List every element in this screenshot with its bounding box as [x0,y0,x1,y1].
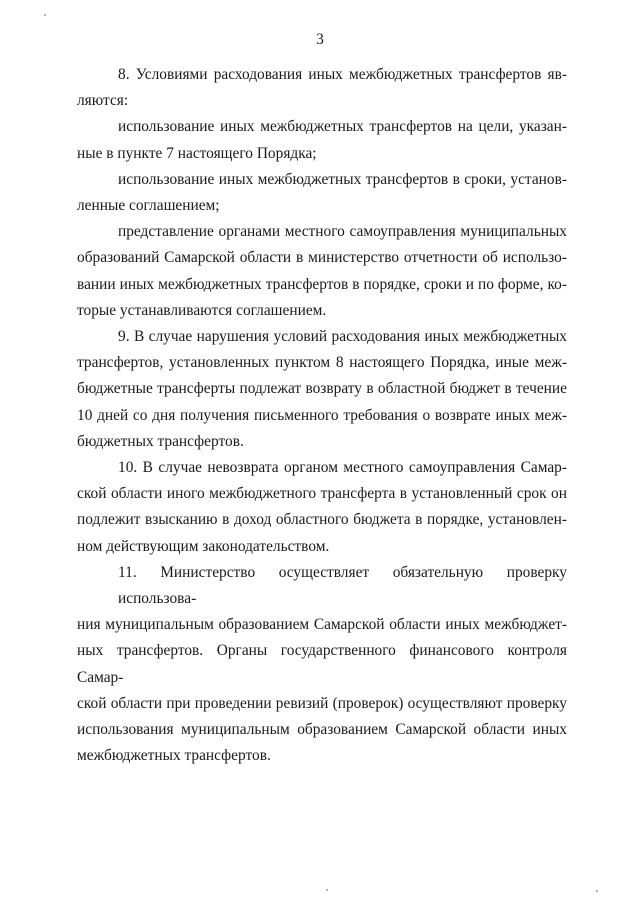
paragraph-8-item-2 [77,167,567,219]
text-line: бюджетных трансфертов. [77,432,244,450]
text-line: ном действующим законодательством. [77,537,330,555]
paragraph-8-item-3 [77,219,567,324]
text-line: образований Самарской области в министерство отчетности об использо- [77,249,567,267]
text-line: ляются: [77,92,129,110]
text-line: использование иных межбюджетных трансфертов на цели, указан- [118,118,567,136]
text-line: торые устанавливаются соглашением. [77,301,327,319]
text-line: трансфертов, установленных пунктом 8 настоящего Порядка, иные меж- [77,354,567,372]
text-line: 9. В случае нарушения условий расходования иных межбюджетных [118,328,567,346]
text-line: ния муниципальным образованием Самарской области иных межбюджет- [77,616,567,634]
scan-speck [326,889,328,891]
paragraph-9 [77,324,567,455]
text-line: использование иных межбюджетных трансфертов в сроки, установ- [118,170,567,188]
text-line: вании иных межбюджетных трансфертов в порядке, сроки и по форме, ко- [77,275,567,293]
text-line: ных трансфертов. Органы государственного финансового контроля Самар- [77,642,567,686]
paragraph-11 [77,560,567,770]
text-line: 11. Министерство осуществляет обязательную проверку использова- [118,563,567,608]
document-body [77,62,567,769]
text-line: представление органами местного самоуправления муниципальных [118,223,567,241]
text-line: ской области иного межбюджетного трансферта в установленный срок он [77,485,567,503]
text-line: ской области при проведении ревизий (проверок) осуществляют проверку [77,694,567,712]
text-line: подлежит взысканию в доход областного бюджета в порядке, установлен- [77,511,567,529]
scan-speck [596,890,598,892]
paragraph-8-item-1 [77,114,567,166]
text-line: 8. Условиями расходования иных межбюджетных трансфертов яв- [118,66,567,83]
scan-speck [44,14,46,16]
text-line: ленные соглашением; [77,197,220,215]
text-line: бюджетные трансферты подлежат возврату в областной бюджет в течение [77,380,567,398]
text-line: 10. В случае невозврата органом местного самоуправления Самар- [118,459,567,477]
text-line: использования муниципальным образованием Самарской области иных [77,721,567,739]
text-line: 10 дней со дня получения письменного требования о возврате иных меж- [77,406,567,424]
paragraph-10 [77,455,567,560]
text-line: межбюджетных трансфертов. [77,747,271,765]
paragraph-8 [77,62,567,114]
page-number: 3 [316,31,324,48]
text-line: ные в пункте 7 настоящего Порядка; [77,144,317,162]
